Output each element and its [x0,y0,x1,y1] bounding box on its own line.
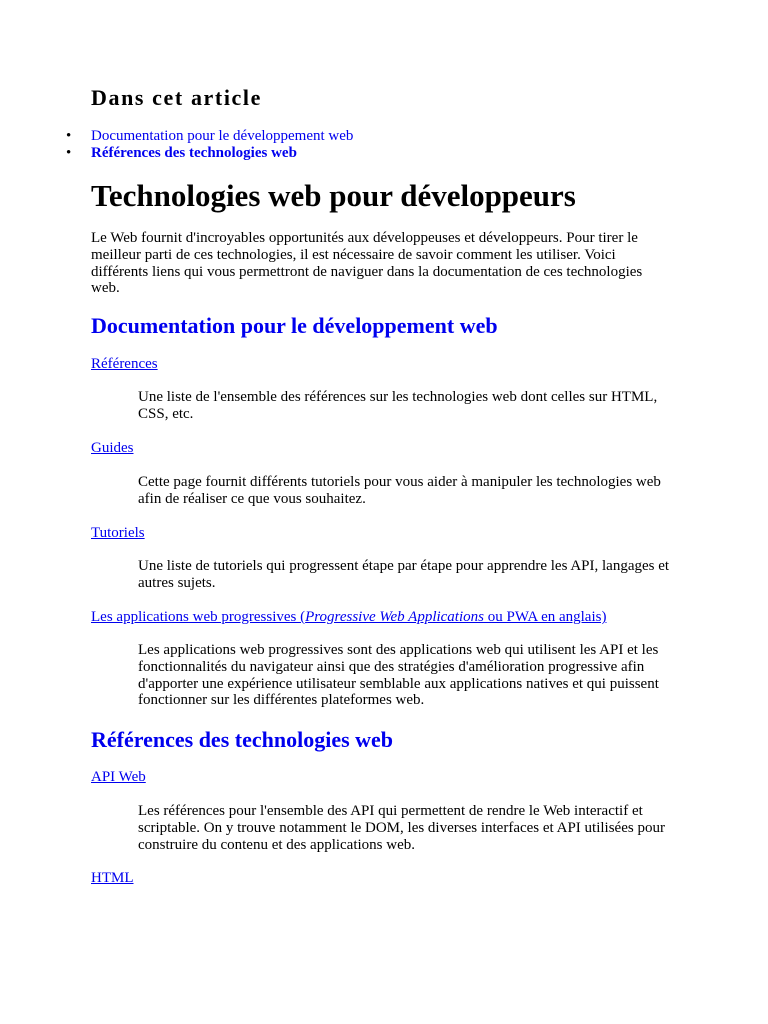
table-of-contents [66,128,353,162]
bullet-icon: • [66,145,72,161]
page-title: Technologies web pour développeurs [91,178,576,213]
pwa-term-english: Progressive Web Applications [305,609,484,625]
toc-item-documentation[interactable] [66,128,353,145]
description-api-web: Les références pour l'ensemble des API qui permettent de rendre le Web interactif et scriptable. On y trouve notamment le DOM, les diverses interfaces et API utilisées pour construire du contenu et des applications web. [138,803,665,853]
section-heading-documentation: Documentation pour le développement web [91,313,498,338]
link-progressive-web-apps[interactable] [91,609,606,626]
section-heading-references: Références des technologies web [91,727,394,752]
pwa-term-end: ou PWA en anglais) [483,609,607,625]
description-progressive-web-apps: Les applications web progressives sont des applications web qui utilisent les API et les fonctionnalités du navigateur ainsi que des stratégies d'amélioration progressive afin d'apporter une expérience utilisateur semblable aux applications natives et qui puissent fonctionner sur les différentes plateformes web. [138,642,659,709]
toc-link-references[interactable]: Références des technologies web [91,145,297,161]
description-tutoriels: Une liste de tutoriels qui progressent étape par étape pour apprendre les API, langages et autres sujets. [138,558,670,591]
toc-heading: Dans cet article [91,85,262,110]
link-api-web[interactable]: API Web [91,769,146,785]
intro-paragraph: Le Web fournit d'incroyables opportunités aux développeuses et développeurs. Pour tirer le meilleur parti de ces technologies, il est nécessaire de savoir comment les utiliser. Voici différents liens qui vous permettront de naviguer dans la documentation de ces technologies web. [91,230,643,297]
description-guides: Cette page fournit différents tutoriels pour vous aider à manipuler les technologies web afin de réaliser ce que vous souhaitez. [138,474,661,507]
link-html[interactable]: HTML [91,870,134,886]
description-references: Une liste de l'ensemble des références sur les technologies web dont celles sur HTML, CSS, etc. [138,389,658,422]
bullet-icon: • [66,128,72,144]
link-references[interactable]: Références [91,356,158,372]
toc-link-documentation[interactable]: Documentation pour le développement web [91,128,354,144]
toc-item-references[interactable] [66,145,353,162]
pwa-term-start: Les applications web progressives ( [91,609,306,625]
link-guides[interactable]: Guides [91,440,134,456]
link-tutoriels[interactable]: Tutoriels [91,525,145,541]
